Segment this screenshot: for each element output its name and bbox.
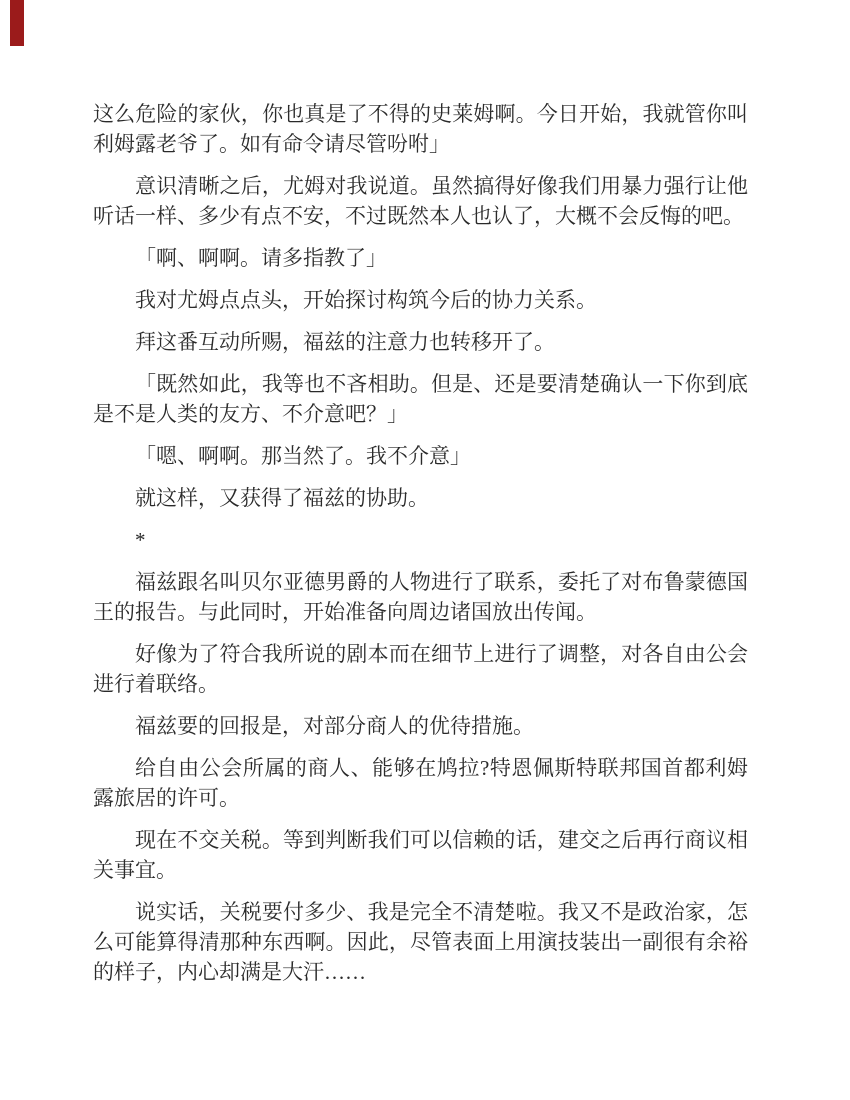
novel-paragraph: 「嗯、啊啊。那当然了。我不介意」 (135, 444, 471, 468)
novel-paragraph: 我对尤姆点点头，开始探讨构筑今后的协力关系。 (135, 288, 597, 312)
novel-text-body (93, 99, 748, 999)
novel-paragraph: 这么危险的家伙，你也真是了不得的史莱姆啊。今日开始，我就管你叫利姆露老爷了。如有命令请尽管吩咐」 (93, 102, 748, 156)
novel-paragraph: 给自由公会所属的商人、能够在鸠拉?特恩佩斯特联邦国首都利姆露旅居的许可。 (93, 756, 748, 810)
novel-paragraph: 「既然如此，我等也不吝相助。但是、还是要清楚确认一下你到底是不是人类的友方、不介意吧？」 (93, 372, 748, 426)
novel-paragraph: 意识清晰之后，尤姆对我说道。虽然搞得好像我们用暴力强行让他听话一样、多少有点不安，不过既然本人也认了，大概不会反悔的吧。 (93, 174, 748, 228)
novel-paragraph: 就这样，又获得了福兹的协助。 (135, 486, 429, 510)
novel-paragraph: 福兹跟名叫贝尔亚德男爵的人物进行了联系，委托了对布鲁蒙德国王的报告。与此同时，开始准备向周边诸国放出传闻。 (93, 570, 748, 624)
bookmark-ribbon-icon[interactable] (10, 0, 24, 46)
novel-paragraph: 「啊、啊啊。请多指教了」 (135, 246, 387, 270)
novel-paragraph: 好像为了符合我所说的剧本而在细节上进行了调整，对各自由公会进行着联络。 (93, 642, 748, 696)
novel-paragraph: 现在不交关税。等到判断我们可以信赖的话，建交之后再行商议相关事宜。 (93, 828, 748, 882)
novel-paragraph: 福兹要的回报是，对部分商人的优待措施。 (135, 714, 534, 738)
novel-paragraph: 拜这番互动所赐，福兹的注意力也转移开了。 (135, 330, 555, 354)
section-separator: * (135, 528, 146, 552)
novel-paragraph: 说实话，关税要付多少、我是完全不清楚啦。我又不是政治家，怎么可能算得清那种东西啊。因此，尽管表面上用演技装出一副很有余裕的样子，内心却满是大汗…… (93, 900, 748, 984)
